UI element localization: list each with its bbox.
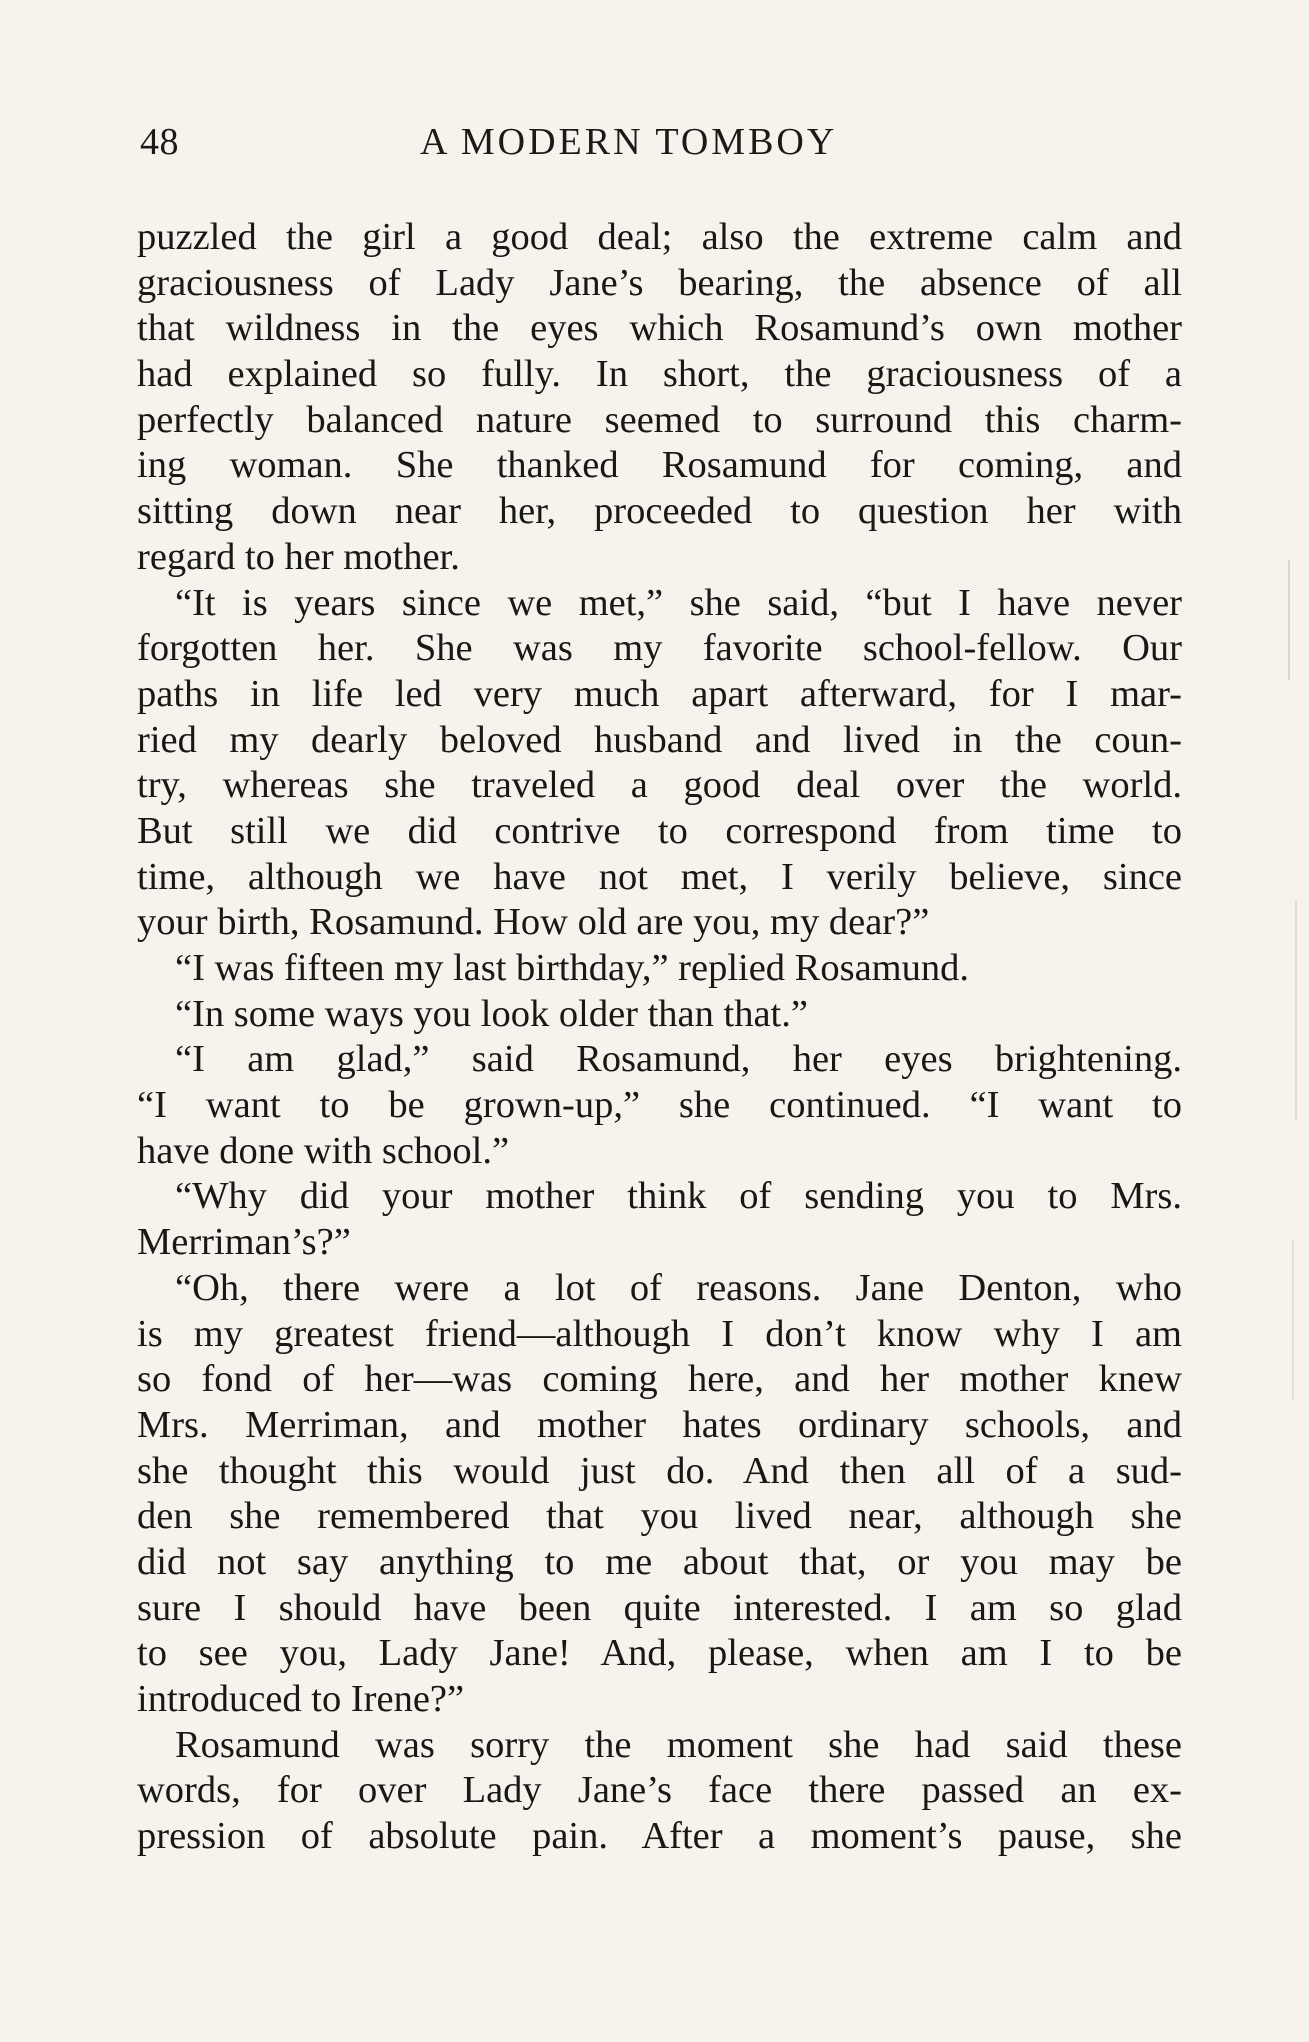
text-line: puzzled the girl a good deal; also the extreme calm and	[137, 216, 1182, 258]
page-number: 48	[140, 121, 179, 163]
margin-scan-mark	[1295, 900, 1297, 1120]
text-line: sitting down near her, proceeded to question her with	[137, 490, 1182, 533]
margin-scan-mark	[1288, 560, 1290, 680]
text-line: she thought this would just do. And then all of a sud-	[137, 1449, 1182, 1492]
text-line: “I was fifteen my last birthday,” replied Rosamund.	[175, 947, 970, 989]
margin-scan-mark	[1292, 1240, 1294, 1400]
text-line: “Oh, there were a lot of reasons. Jane Denton, who	[175, 1266, 1182, 1309]
text-line: graciousness of Lady Jane’s bearing, the absence of all	[137, 261, 1182, 304]
text-line: den she remembered that you lived near, although she	[137, 1495, 1182, 1538]
text-line: so fond of her—was coming here, and her mother knew	[137, 1358, 1182, 1401]
text-line: “I want to be grown-up,” she continued. “I want to	[137, 1084, 1182, 1127]
text-line: “It is years since we met,” she said, “but I have never	[175, 581, 1182, 624]
text-line: ried my dearly beloved husband and lived in the coun-	[137, 718, 1182, 761]
text-line: had explained so fully. In short, the graciousness of a	[137, 353, 1182, 396]
text-line: “In some ways you look older than that.”	[175, 992, 808, 1035]
text-line: pression of absolute pain. After a moment’s pause, she	[137, 1815, 1182, 1858]
running-title: A MODERN TOMBOY	[420, 121, 838, 163]
text-line: ing woman. She thanked Rosamund for coming, and	[137, 444, 1182, 487]
text-line: sure I should have been quite interested. I am so glad	[137, 1586, 1182, 1629]
page-header	[140, 120, 1190, 180]
text-line: Rosamund was sorry the moment she had said these	[175, 1723, 1182, 1766]
text-line: words, for over Lady Jane’s face there passed an ex-	[137, 1769, 1182, 1812]
text-line: have done with school.”	[137, 1129, 510, 1172]
text-line: regard to her mother.	[137, 535, 460, 578]
text-line: time, although we have not met, I verily believe, since	[137, 855, 1182, 898]
text-line: Merriman’s?”	[137, 1221, 351, 1264]
text-line: perfectly balanced nature seemed to surround this charm-	[137, 398, 1182, 441]
text-line: But still we did contrive to correspond from time to	[137, 809, 1182, 852]
text-line: to see you, Lady Jane! And, please, when am I to be	[137, 1632, 1182, 1675]
text-line: introduced to Irene?”	[137, 1678, 465, 1720]
body-text	[137, 215, 1182, 1860]
text-line: “I am glad,” said Rosamund, her eyes brightening.	[175, 1038, 1182, 1081]
text-line: did not say anything to me about that, or you may be	[137, 1540, 1182, 1583]
text-line: is my greatest friend—although I don’t know why I am	[137, 1312, 1182, 1355]
text-line: forgotten her. She was my favorite school-fellow. Our	[137, 627, 1182, 670]
text-line: “Why did your mother think of sending you to Mrs.	[175, 1175, 1182, 1218]
text-line: your birth, Rosamund. How old are you, my dear?”	[137, 901, 930, 944]
text-line: try, whereas she traveled a good deal over the world.	[137, 764, 1182, 807]
text-line: paths in life led very much apart afterward, for I mar-	[137, 672, 1182, 715]
text-line: that wildness in the eyes which Rosamund’s own mother	[137, 307, 1182, 350]
text-line: Mrs. Merriman, and mother hates ordinary schools, and	[137, 1403, 1182, 1446]
